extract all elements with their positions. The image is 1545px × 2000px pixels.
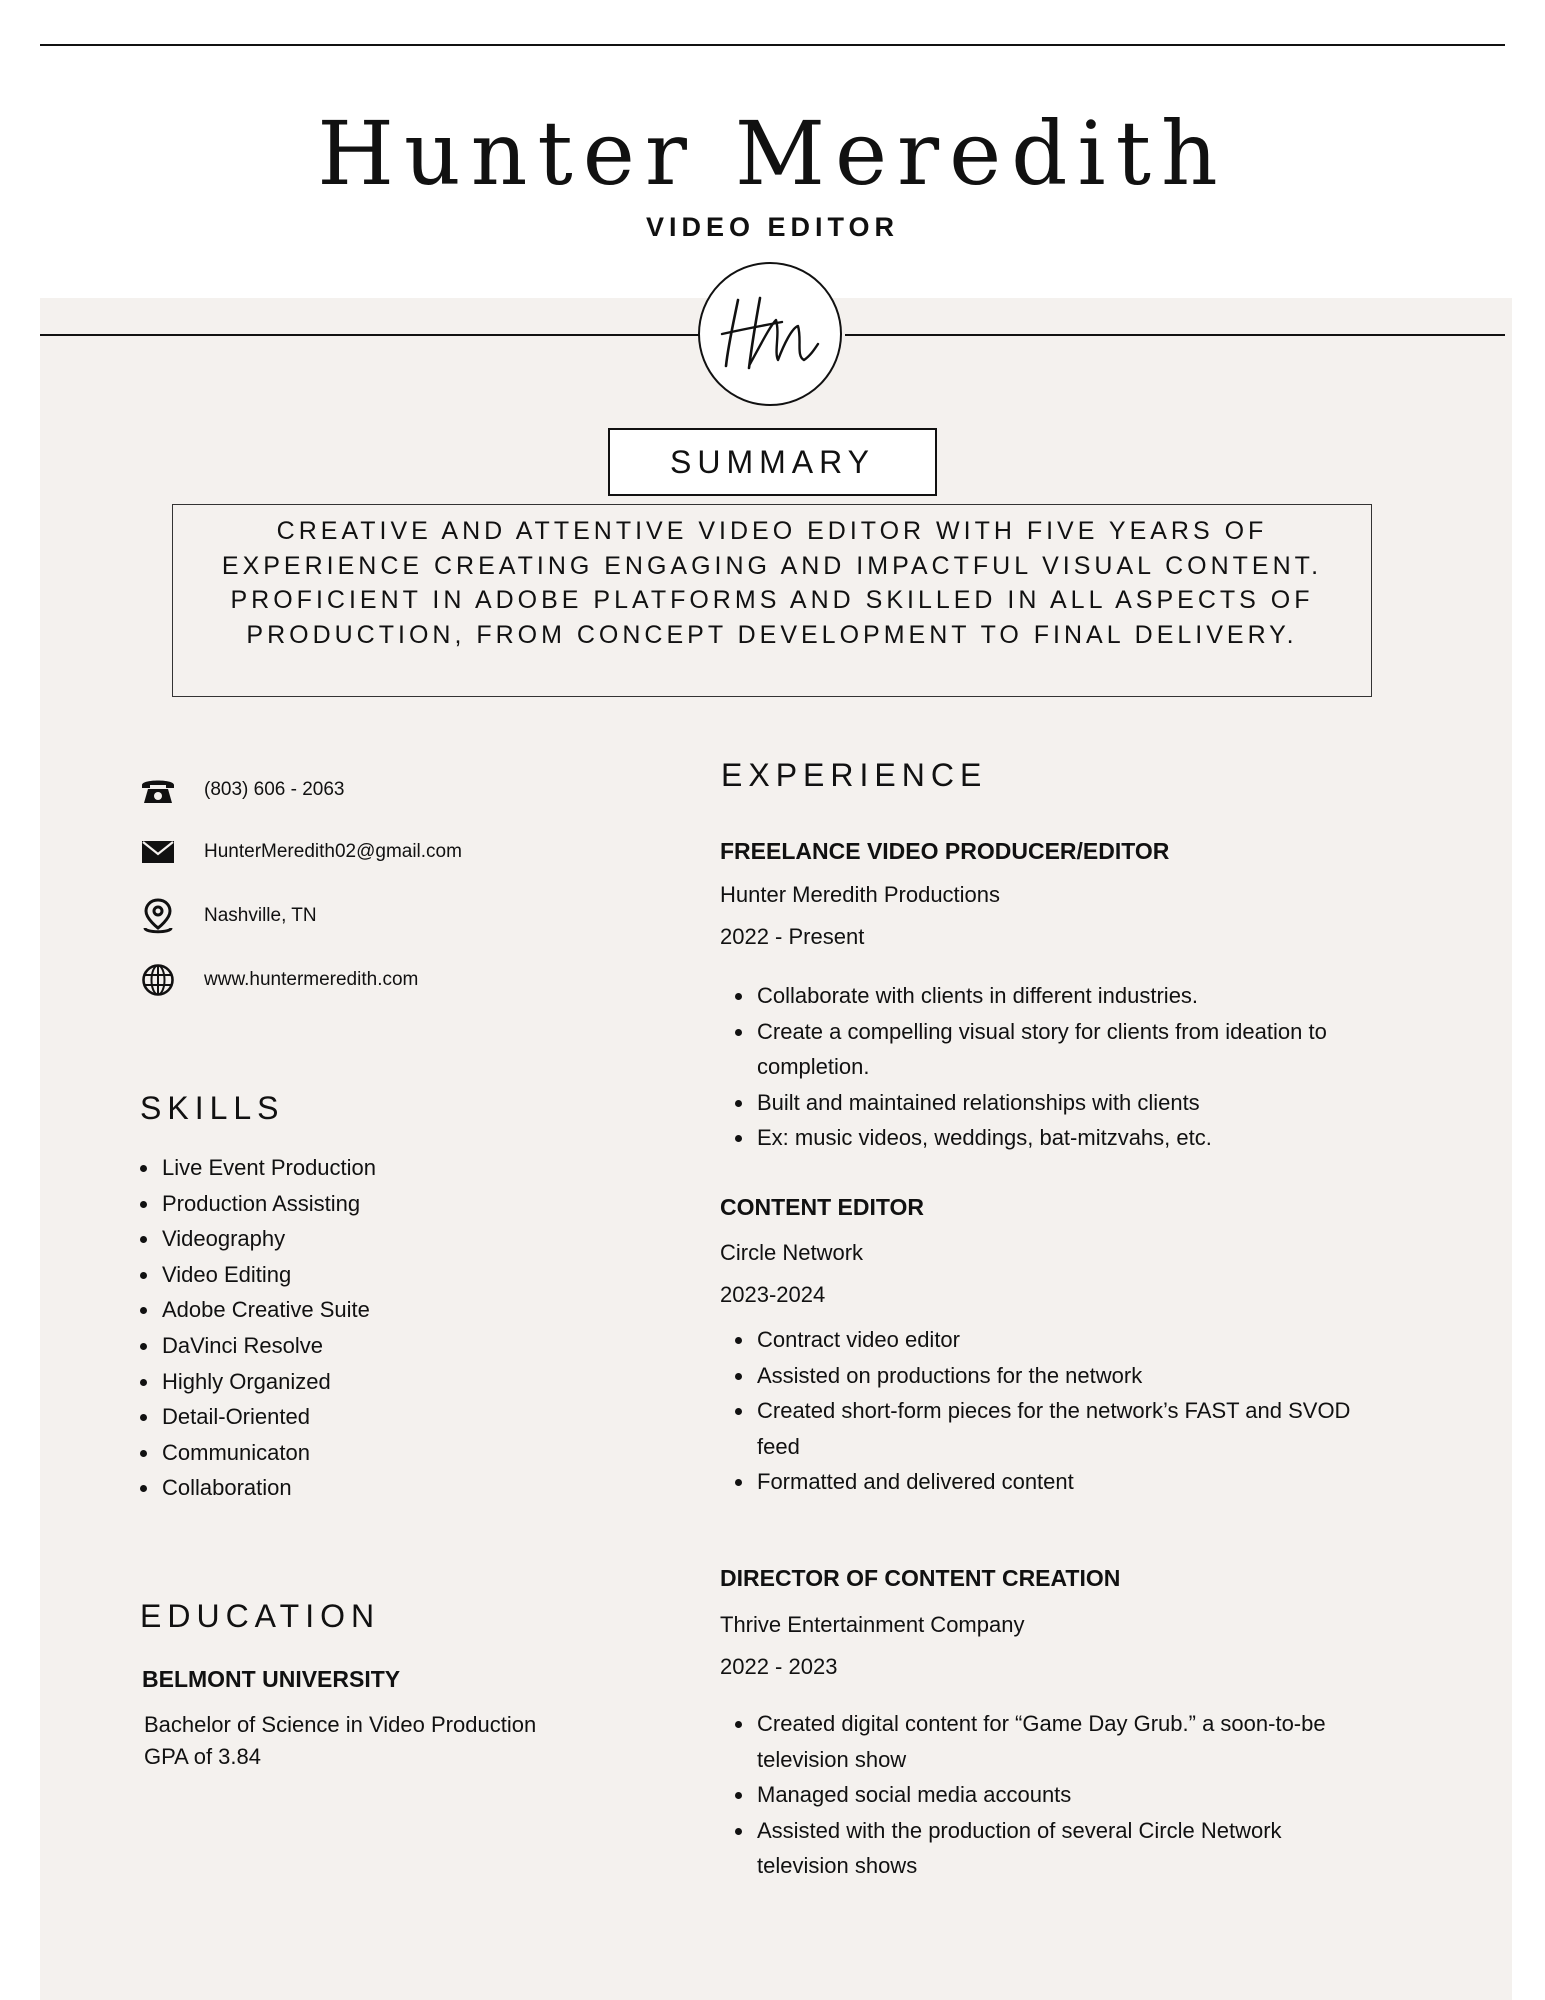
skill-item: Collaboration bbox=[138, 1470, 618, 1506]
job-bullet: Created short-form pieces for the network’s FAST and SVOD feed bbox=[733, 1393, 1373, 1464]
job-1-bullets bbox=[733, 978, 1373, 1156]
job-3-company: Thrive Entertainment Company bbox=[720, 1612, 1025, 1637]
job-3-title: DIRECTOR OF CONTENT CREATION bbox=[720, 1565, 1121, 1591]
education-school: BELMONT UNIVERSITY bbox=[142, 1666, 401, 1692]
job-bullet: Ex: music videos, weddings, bat-mitzvahs, etc. bbox=[733, 1120, 1373, 1156]
job-bullet: Built and maintained relationships with clients bbox=[733, 1085, 1373, 1121]
job-bullet: Contract video editor bbox=[733, 1322, 1373, 1358]
summary-heading: SUMMARY bbox=[608, 428, 937, 496]
candidate-name: Hunter Meredith bbox=[317, 102, 1228, 205]
phone-icon bbox=[138, 770, 178, 810]
job-1-title: FREELANCE VIDEO PRODUCER/EDITOR bbox=[720, 838, 1170, 864]
skill-item: Communicaton bbox=[138, 1435, 618, 1471]
skill-item: Live Event Production bbox=[138, 1150, 618, 1186]
job-3-dates: 2022 - 2023 bbox=[720, 1654, 838, 1679]
skill-item: Highly Organized bbox=[138, 1364, 618, 1400]
skill-item: Videography bbox=[138, 1221, 618, 1257]
top-divider bbox=[40, 44, 1505, 46]
contact-email bbox=[138, 832, 462, 872]
job-title-header: VIDEO EDITOR bbox=[645, 212, 900, 242]
skill-item: Detail-Oriented bbox=[138, 1399, 618, 1435]
job-bullet: Assisted on productions for the network bbox=[733, 1358, 1373, 1394]
website-value: www.huntermeredith.com bbox=[204, 969, 419, 990]
experience-heading: EXPERIENCE bbox=[721, 757, 988, 793]
skill-item: Video Editing bbox=[138, 1257, 618, 1293]
skill-item: Production Assisting bbox=[138, 1186, 618, 1222]
skills-list bbox=[138, 1150, 618, 1506]
contact-website bbox=[138, 960, 419, 1000]
contact-location bbox=[138, 896, 317, 936]
location-value: Nashville, TN bbox=[204, 905, 317, 926]
globe-icon bbox=[138, 960, 178, 1000]
skill-item: Adobe Creative Suite bbox=[138, 1292, 618, 1328]
header-divider-left bbox=[40, 334, 700, 336]
education-degree: Bachelor of Science in Video Production bbox=[144, 1712, 537, 1737]
summary-text: CREATIVE AND ATTENTIVE VIDEO EDITOR WITH FIVE YEARS OF EXPERIENCE CREATING ENGAGING AND IMPACTFUL VISUAL CONTENT. PROFICIENT IN ADOBE PLATFORMS AND SKILLED IN ALL ASPECTS OF PRODUCTION, FROM CONCEPT DEVELOPMENT TO FINAL DELIVERY. bbox=[172, 504, 1372, 697]
monogram-signature-icon bbox=[700, 264, 840, 404]
job-bullet: Assisted with the production of several Circle Network television shows bbox=[733, 1813, 1373, 1884]
phone-value: (803) 606 - 2063 bbox=[204, 779, 345, 800]
job-2-bullets bbox=[733, 1322, 1373, 1500]
job-bullet: Created digital content for “Game Day Grub.” a soon-to-be television show bbox=[733, 1706, 1373, 1777]
job-1-dates: 2022 - Present bbox=[720, 924, 865, 949]
skill-item: DaVinci Resolve bbox=[138, 1328, 618, 1364]
mail-icon bbox=[138, 832, 178, 872]
job-bullet: Formatted and delivered content bbox=[733, 1464, 1373, 1500]
job-2-title: CONTENT EDITOR bbox=[720, 1194, 925, 1220]
job-1-company: Hunter Meredith Productions bbox=[720, 882, 1001, 907]
job-3-bullets bbox=[733, 1706, 1373, 1884]
education-gpa: GPA of 3.84 bbox=[144, 1744, 262, 1769]
email-value: HunterMeredith02@gmail.com bbox=[204, 841, 462, 862]
skills-heading: SKILLS bbox=[140, 1090, 285, 1126]
education-heading: EDUCATION bbox=[140, 1598, 381, 1634]
location-pin-icon bbox=[138, 896, 178, 936]
job-bullet: Create a compelling visual story for clients from ideation to completion. bbox=[733, 1014, 1373, 1085]
job-2-dates: 2023-2024 bbox=[720, 1282, 826, 1307]
job-bullet: Managed social media accounts bbox=[733, 1777, 1373, 1813]
contact-phone bbox=[138, 770, 345, 810]
job-bullet: Collaborate with clients in different industries. bbox=[733, 978, 1373, 1014]
header-divider-right bbox=[845, 334, 1505, 336]
monogram-badge bbox=[698, 262, 842, 406]
job-2-company: Circle Network bbox=[720, 1240, 864, 1265]
